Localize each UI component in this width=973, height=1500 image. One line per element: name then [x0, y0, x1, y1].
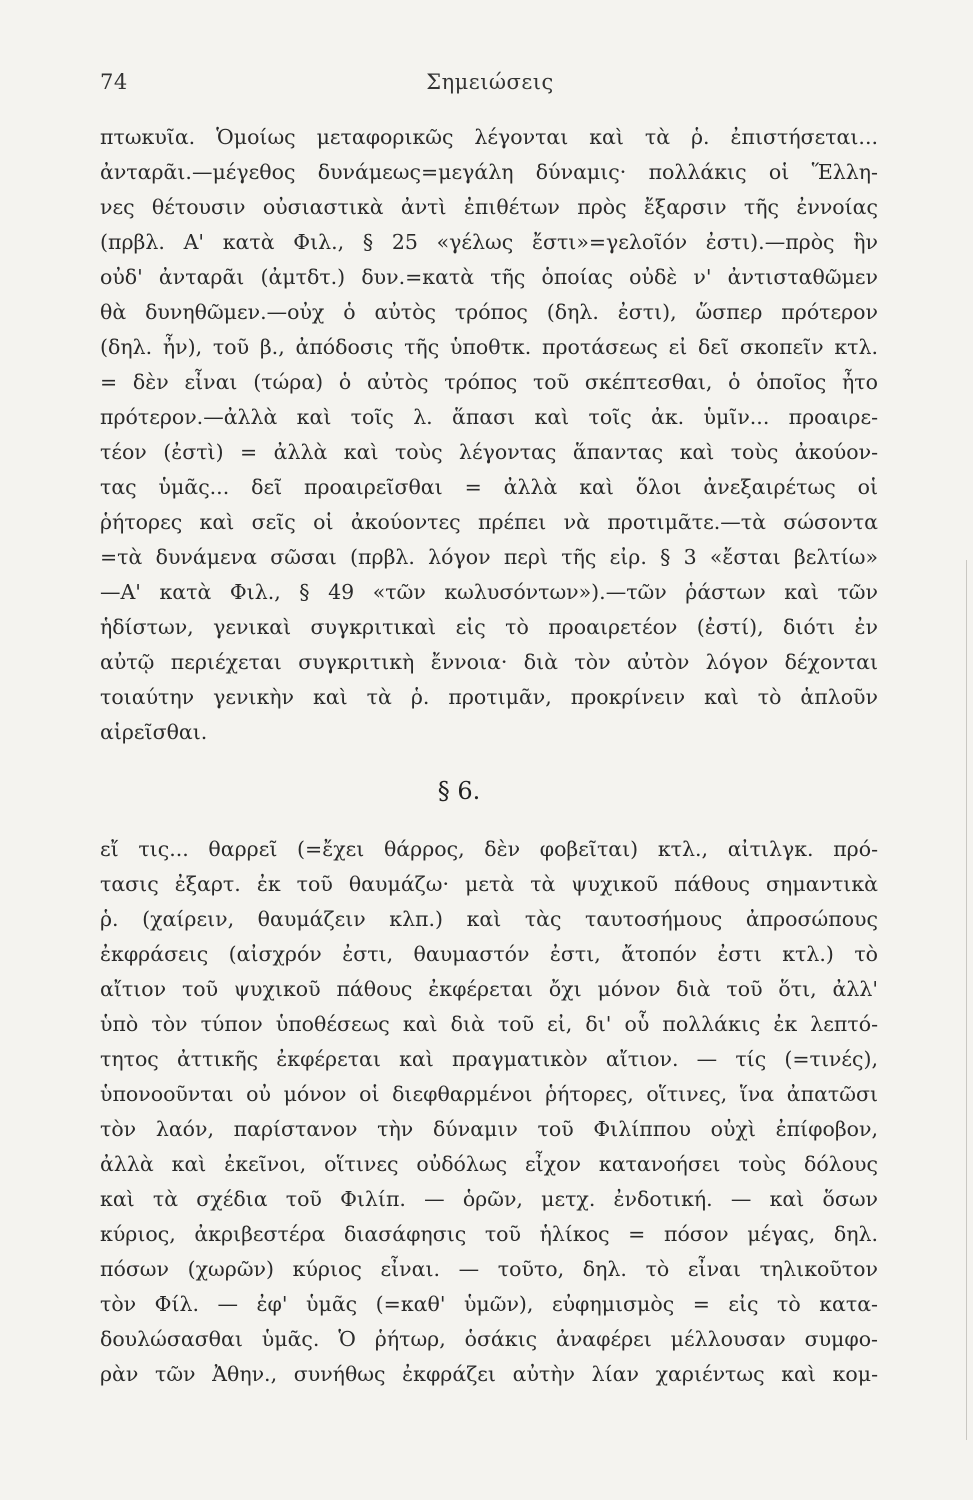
text-line: κύριος, ἀκριβεστέρα διασάφησις τοῦ ἡλίκος = πόσον μέγας, δηλ.	[100, 1222, 878, 1246]
body-text	[100, 120, 878, 1392]
section-heading-label: § 6.	[437, 777, 481, 805]
text-line: τέον (ἐστὶ) = ἀλλὰ καὶ τοὺς λέγοντας ἅπαντας καὶ τοὺς ἀκούον-	[100, 440, 878, 464]
text-line: τητος ἀττικῆς ἐκφέρεται καὶ πραγματικὸν αἴτιον. — τίς (=τινές),	[100, 1047, 878, 1071]
text-line: ἐκφράσεις (αἰσχρόν ἐστι, θαυμαστόν ἐστι, ἄτοπόν ἐστι κτλ.) τὸ	[100, 942, 878, 966]
section-heading	[100, 750, 878, 832]
page-number: 74	[100, 70, 128, 94]
text-line: ῥ. (χαίρειν, θαυμάζειν κλπ.) καὶ τὰς ταυτοσήμους ἀπροσώπους	[100, 907, 878, 931]
text-line: αὐτῷ περιέχεται συγκριτικὴ ἔννοια· διὰ τὸν αὐτὸν λόγον δέχονται	[100, 650, 878, 674]
text-line: ῥήτορες καὶ σεῖς οἱ ἀκούοντες πρέπει νὰ προτιμᾶτε.—τὰ σώσοντα	[100, 510, 878, 534]
text-line: ἡδίστων, γενικαὶ συγκριτικαὶ εἰς τὸ προαιρετέον (ἐστί), διότι ἐν	[100, 615, 878, 639]
page-header	[100, 70, 880, 106]
text-line: πρότερον.—ἀλλὰ καὶ τοῖς λ. ἅπασι καὶ τοῖς ἀκ. ὑμῖν... προαιρε-	[100, 405, 878, 429]
text-line: —Α' κατὰ Φιλ., § 49 «τῶν κωλυσόντων»).—τῶν ῥάστων καὶ τῶν	[100, 580, 878, 604]
text-line: τὸν Φίλ. — ἐφ' ὑμᾶς (=καθ' ὑμῶν), εὐφημισμὸς = εἰς τὸ κατα-	[100, 1292, 878, 1316]
text-line: εἴ τις... θαρρεῖ (=ἔχει θάρρος, δὲν φοβεῖται) κτλ., αἰτιλγκ. πρό-	[100, 837, 878, 861]
text-line: τὸν λαόν, παρίστανον τὴν δύναμιν τοῦ Φιλίππου οὐχὶ ἐπίφοβον,	[100, 1117, 878, 1141]
text-line: αἱρεῖσθαι.	[100, 720, 208, 744]
text-line: θὰ δυνηθῶμεν.—οὐχ ὁ αὐτὸς τρόπος (δηλ. ἐστι), ὥσπερ πρότερον	[100, 300, 878, 324]
running-head: Σημειώσεις	[426, 70, 554, 94]
text-line: τοιαύτην γενικὴν καὶ τὰ ῥ. προτιμᾶν, προκρίνειν καὶ τὸ ἁπλοῦν	[100, 685, 878, 709]
text-line: τας ὑμᾶς... δεῖ προαιρεῖσθαι = ἀλλὰ καὶ ὅλοι ἀνεξαιρέτως οἱ	[100, 475, 878, 499]
text-line: τασις ἐξαρτ. ἐκ τοῦ θαυμάζω· μετὰ τὰ ψυχικοῦ πάθους σημαντικὰ	[100, 872, 878, 896]
text-line: ἀνταρᾶι.—μέγεθος δυνάμεως=μεγάλη δύναμις· πολλάκις οἱ Ἕλλη-	[100, 160, 878, 184]
scan-edge-line	[966, 560, 967, 1440]
text-line: αἴτιον τοῦ ψυχικοῦ πάθους ἐκφέρεται ὄχι μόνον διὰ τοῦ ὅτι, ἀλλ'	[100, 977, 878, 1001]
text-line: = δὲν εἶναι (τώρα) ὁ αὐτὸς τρόπος τοῦ σκέπτεσθαι, ὁ ὁποῖος ἦτο	[100, 370, 878, 394]
text-line: πόσων (χωρῶν) κύριος εἶναι. — τοῦτο, δηλ. τὸ εἶναι τηλικοῦτον	[100, 1257, 878, 1281]
text-line: πτωκυῖα. Ὁμοίως μεταφορικῶς λέγονται καὶ τὰ ῥ. ἐπιστήσεται...	[100, 125, 878, 149]
text-line: ὑπονοοῦνται οὐ μόνον οἱ διεφθαρμένοι ῥήτορες, οἵτινες, ἵνα ἀπατῶσι	[100, 1082, 878, 1106]
text-line: =τὰ δυνάμενα σῶσαι (πρβλ. λόγον περὶ τῆς εἰρ. § 3 «ἔσται βελτίω»	[100, 545, 878, 569]
text-line: ρὰν τῶν Ἀθην., συνήθως ἐκφράζει αὐτὴν λίαν χαριέντως καὶ κομ-	[100, 1362, 878, 1386]
text-line: δουλώσασθαι ὑμᾶς. Ὁ ῥήτωρ, ὁσάκις ἀναφέρει μέλλουσαν συμφο-	[100, 1327, 878, 1351]
text-line: ἀλλὰ καὶ ἐκεῖνοι, οἵτινες οὐδόλως εἶχον κατανοήσει τοὺς δόλους	[100, 1152, 878, 1176]
text-line: οὐδ' ἀνταρᾶι (ἀμτδτ.) δυν.=κατὰ τῆς ὁποίας οὐδὲ ν' ἀντισταθῶμεν	[100, 265, 878, 289]
text-line: ὑπὸ τὸν τύπον ὑποθέσεως καὶ διὰ τοῦ εἰ, δι' οὗ πολλάκις ἐκ λεπτό-	[100, 1012, 878, 1036]
text-line: καὶ τὰ σχέδια τοῦ Φιλίπ. — ὁρῶν, μετχ. ἐνδοτική. — καὶ ὅσων	[100, 1187, 878, 1211]
text-line: (πρβλ. Α' κατὰ Φιλ., § 25 «γέλως ἔστι»=γελοῖόν ἐστι).—πρὸς ἣν	[100, 230, 878, 254]
text-line: (δηλ. ἦν), τοῦ β., ἀπόδοσις τῆς ὑποθτκ. προτάσεως εἰ δεῖ σκοπεῖν κτλ.	[100, 335, 878, 359]
text-line: νες θέτουσιν οὐσιαστικὰ ἀντὶ ἐπιθέτων πρὸς ἔξαρσιν τῆς ἐννοίας	[100, 195, 878, 219]
